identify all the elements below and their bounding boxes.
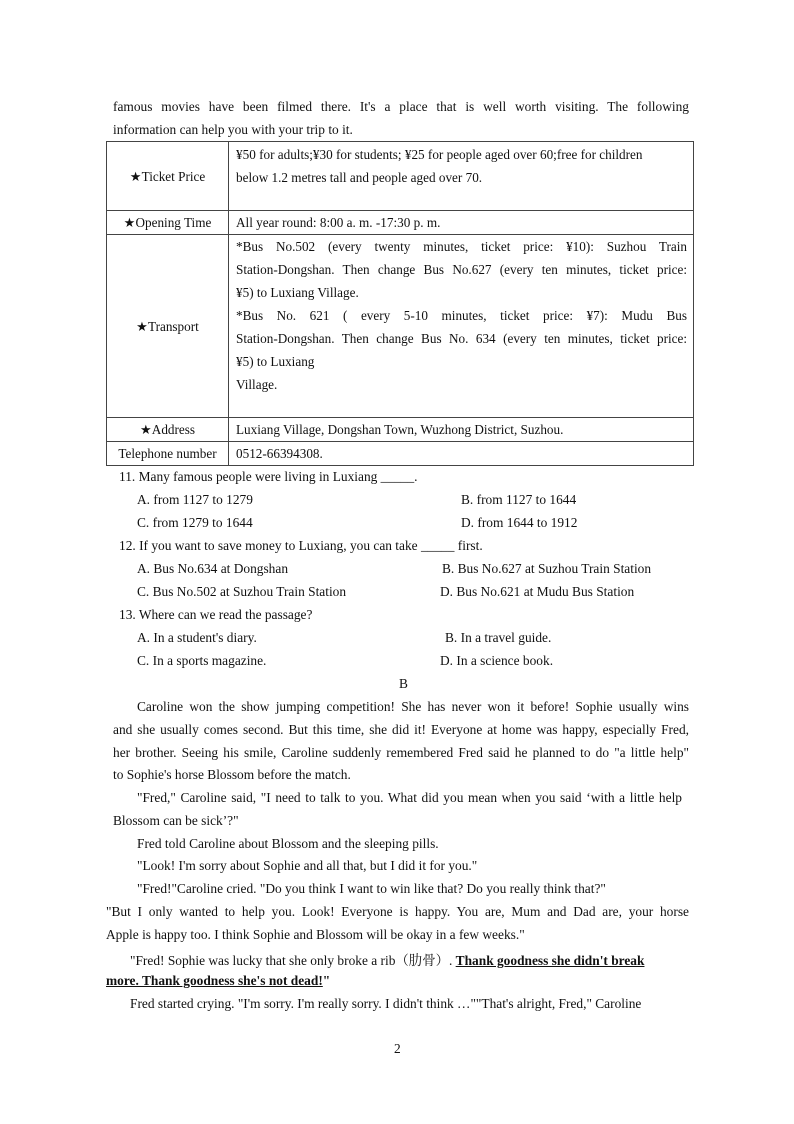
section-heading: B [399,676,408,691]
passage-p7-end: " [322,973,331,988]
passage-p4: "Look! I'm sorry about Sophie and all that, but I did it for you." [137,858,478,873]
passage-p1-line-1: Caroline won the show jumping competition! She has never won it before! Sophie usually wins [137,699,689,714]
question-13-option-d: D. In a science book. [440,653,554,668]
transport-line-2: Station-Dongshan. Then change Bus No.627 (every ten minutes, ticket price: [236,262,687,277]
question-11-option-c: C. from 1279 to 1644 [137,515,253,530]
passage-p7-line-1 [130,950,644,969]
telephone-value: 0512-66394308. [229,442,694,466]
table-row-ticket [107,142,694,211]
transport-line-7: Village. [236,377,278,392]
opening-time-value: All year round: 8:00 a. m. -17:30 p. m. [229,211,694,235]
passage-p2-line-2: Blossom can be sick’?" [113,813,239,828]
question-13-option-a: A. In a student's diary. [137,630,257,645]
ticket-price-value [229,142,694,211]
passage-p1-line-3: her brother. Seeing his smile, Caroline suddenly remembered Fred said he planned to do "a little help" [113,745,689,760]
transport-label: ★Transport [107,235,229,418]
passage-p7-bold-1: Thank goodness she didn't break [455,953,645,968]
passage-p3: Fred told Caroline about Blossom and the sleeping pills. [137,836,439,851]
address-value: Luxiang Village, Dongshan Town, Wuzhong District, Suzhou. [229,418,694,442]
question-13-option-c: C. In a sports magazine. [137,653,267,668]
intro-line-2: information can help you with your trip to it. [113,122,353,137]
passage-p8: Fred started crying. "I'm sorry. I'm really sorry. I didn't think …""That's alright, Fred," Caroline [130,996,642,1011]
passage-p7-line-2 [106,973,330,989]
passage-p1-line-2: and she usually comes second. But this time, she did it! Everyone at home was happy, especially Fred, [113,722,689,737]
transport-line-4: *Bus No. 621 ( every 5-10 minutes, ticket price: ¥7): Mudu Bus [236,308,687,323]
transport-line-3: ¥5) to Luxiang Village. [236,285,359,300]
table-row-transport [107,235,694,418]
passage-p2-line-1: "Fred," Caroline said, "I need to talk to you. What did you mean when you said ‘with a little help [137,790,682,805]
passage-p1-line-4: to Sophie's horse Blossom before the match. [113,767,351,782]
ticket-line-1: ¥50 for adults;¥30 for students; ¥25 for people aged over 60;free for children [236,147,643,162]
question-11-option-a: A. from 1127 to 1279 [137,492,253,507]
question-12: 12. If you want to save money to Luxiang, you can take _____ first. [119,538,483,553]
passage-p7-bold-2: more. Thank goodness she's not dead! [106,973,323,988]
passage-p6-line-1: "But I only wanted to help you. Look! Everyone is happy. You are, Mum and Dad are, your horse [106,904,689,919]
question-13-option-b: B. In a travel guide. [445,630,552,645]
telephone-label: Telephone number [107,442,229,466]
table-row-address [107,418,694,442]
transport-line-1: *Bus No.502 (every twenty minutes, ticket price: ¥10): Suzhou Train [236,239,687,254]
question-12-option-b: B. Bus No.627 at Suzhou Train Station [442,561,652,576]
question-13: 13. Where can we read the passage? [119,607,313,622]
transport-line-5: Station-Dongshan. Then change Bus No. 634 (every ten minutes, ticket price: [236,331,687,346]
passage-p6-line-2: Apple is happy too. I think Sophie and Blossom will be okay in a few weeks." [106,927,525,942]
page-number: 2 [394,1041,401,1056]
question-11: 11. Many famous people were living in Luxiang _____. [119,469,418,484]
passage-p7-start: "Fred! Sophie was lucky that she only broke a rib（肋骨）. [130,953,456,968]
opening-time-label: ★Opening Time [107,211,229,235]
question-12-option-a: A. Bus No.634 at Dongshan [137,561,289,576]
table-row-phone [107,442,694,466]
ticket-line-2: below 1.2 metres tall and people aged over 70. [236,170,483,185]
question-12-option-c: C. Bus No.502 at Suzhou Train Station [137,584,347,599]
intro-line-1: famous movies have been filmed there. It's a place that is well worth visiting. The following [113,99,689,114]
address-label: ★Address [107,418,229,442]
table-row-opening [107,211,694,235]
info-table [106,141,694,466]
question-12-option-d: D. Bus No.621 at Mudu Bus Station [440,584,635,599]
question-11-option-d: D. from 1644 to 1912 [461,515,578,530]
question-11-option-b: B. from 1127 to 1644 [461,492,577,507]
ticket-price-label: ★Ticket Price [107,142,229,211]
transport-value [229,235,694,418]
passage-p5: "Fred!"Caroline cried. "Do you think I want to win like that? Do you really think that?" [137,881,606,896]
transport-line-6: ¥5) to Luxiang [236,354,315,369]
